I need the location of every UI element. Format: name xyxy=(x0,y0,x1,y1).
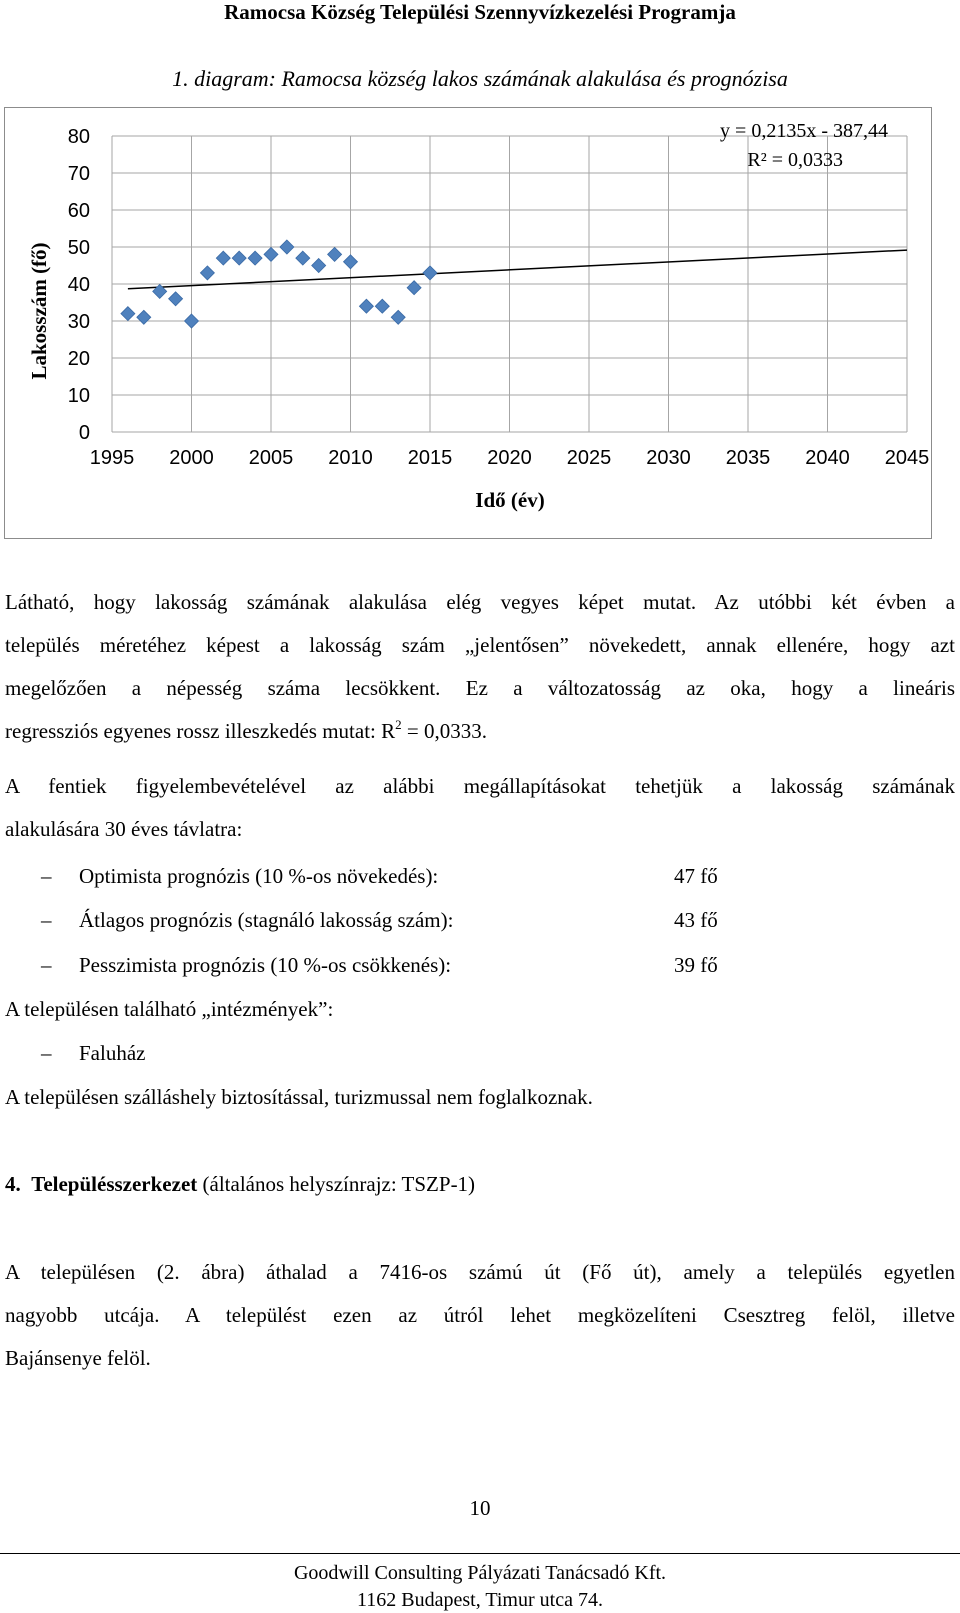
superscript: 2 xyxy=(395,717,402,732)
data-point xyxy=(185,314,199,328)
y-tick-label: 80 xyxy=(67,126,90,148)
y-tick-label: 50 xyxy=(67,237,90,259)
data-point xyxy=(169,292,183,306)
x-tick-label: 1995 xyxy=(89,447,135,469)
y-tick-label: 10 xyxy=(67,385,90,407)
data-point xyxy=(216,251,230,265)
data-point xyxy=(248,251,262,265)
section-title: Településszerkezet xyxy=(31,1172,198,1196)
forecast-optimistic-label: Optimista prognózis (10 %-os növekedés): xyxy=(79,864,439,888)
list-dash: – xyxy=(41,864,52,888)
page-header: Ramocsa Község Települési Szennyvízkezelési Programja xyxy=(224,0,736,24)
paragraph-line: nagyobb utcája. A települést ezen az útról lehet megközelíteni Csesztreg felöl, illetve xyxy=(5,1303,955,1327)
forecast-average-label: Átlagos prognózis (stagnáló lakosság szám): xyxy=(79,908,454,932)
forecast-optimistic-value: 47 fő xyxy=(674,864,718,888)
data-point xyxy=(407,281,421,295)
paragraph-line: Bajánsenye felöl. xyxy=(5,1346,151,1370)
y-tick-labels xyxy=(68,126,90,444)
x-axis-label: Idő (év) xyxy=(475,488,545,512)
paragraph-line: Látható, hogy lakosság számának alakulása elég vegyes képet mutat. Az utóbbi két évben a xyxy=(5,590,955,614)
r-value: = 0,0333. xyxy=(401,719,487,743)
paragraph-line: A fentiek figyelembevételével az alábbi megállapításokat tehetjük a lakosság számának xyxy=(5,774,955,798)
page-number: 10 xyxy=(469,1496,491,1520)
y-tick-label: 30 xyxy=(67,311,90,333)
data-point xyxy=(200,266,214,280)
population-chart xyxy=(0,0,960,560)
paragraph-line: alakulására 30 éves távlatra: xyxy=(5,817,243,841)
section-heading xyxy=(5,1172,475,1197)
x-tick-label: 2010 xyxy=(328,447,373,469)
x-tick-label: 2045 xyxy=(884,447,930,469)
data-point xyxy=(391,310,405,324)
data-point xyxy=(344,255,358,269)
y-tick-label: 40 xyxy=(67,274,90,296)
footer-company: Goodwill Consulting Pályázati Tanácsadó Kft. xyxy=(293,1562,667,1584)
paragraph-line: A településen (2. ábra) áthalad a 7416-os számú út (Fő út), amely a település egyetlen xyxy=(5,1260,955,1284)
data-point xyxy=(280,240,294,254)
data-point xyxy=(296,251,310,265)
paragraph-forecast-intro xyxy=(5,765,955,851)
x-tick-label: 2020 xyxy=(487,447,532,469)
x-tick-label: 2030 xyxy=(646,447,691,469)
x-tick-label: 2005 xyxy=(248,447,294,469)
forecast-pessimistic-label: Pesszimista prognózis (10 %-os csökkenés): xyxy=(79,953,452,977)
footer-address: 1162 Budapest, Timur utca 74. xyxy=(357,1589,603,1611)
section-number: 4. xyxy=(5,1172,21,1196)
forecast-pessimistic-value: 39 fő xyxy=(674,953,718,977)
x-tick-label: 2025 xyxy=(566,447,612,469)
trend-equation: y = 0,2135x - 387,44 xyxy=(720,120,888,142)
footer-divider xyxy=(0,1553,960,1554)
x-tick-label: 2015 xyxy=(407,447,453,469)
paragraph-line: település méretéhez képest a lakosság szám „jelentősen” növekedett, annak ellenére, hogy azt xyxy=(5,633,955,657)
x-tick-label: 2035 xyxy=(725,447,771,469)
data-point xyxy=(312,259,326,273)
institution-item: Faluház xyxy=(79,1041,146,1065)
section-subtitle: (általános helyszínrajz: TSZP-1) xyxy=(197,1172,476,1196)
data-point xyxy=(232,251,246,265)
y-tick-label: 60 xyxy=(67,200,90,222)
data-point xyxy=(264,247,278,261)
x-tick-labels xyxy=(90,447,930,469)
list-dash: – xyxy=(41,953,52,977)
paragraph-settlement-structure xyxy=(5,1251,955,1380)
data-point xyxy=(359,299,373,313)
data-point xyxy=(375,299,389,313)
r-squared-label: R² = 0,0333 xyxy=(747,149,843,171)
x-tick-label: 2040 xyxy=(805,447,850,469)
institutions-intro: A településen található „intézmények”: xyxy=(5,997,334,1021)
forecast-average-value: 43 fő xyxy=(674,908,718,932)
lodging-note: A településen szálláshely biztosítással, turizmussal nem foglalkoznak. xyxy=(5,1085,593,1109)
data-point xyxy=(121,307,135,321)
chart-caption: 1. diagram: Ramocsa község lakos számának alakulása és prognózisa xyxy=(172,66,788,91)
y-tick-label: 70 xyxy=(67,163,90,185)
r-text: regressziós egyenes rossz illeszkedés mutat: R xyxy=(5,719,396,743)
paragraph-trend-analysis xyxy=(5,581,955,753)
y-tick-label: 20 xyxy=(67,348,90,370)
y-tick-label: 0 xyxy=(78,422,90,444)
paragraph-line: megelőzően a népesség száma lecsökkent. Ez a változatosság az oka, hogy a lineáris xyxy=(5,676,955,700)
y-axis-label: Lakosszám (fő) xyxy=(27,242,51,380)
data-point xyxy=(137,310,151,324)
paragraph-line xyxy=(5,710,955,753)
data-point xyxy=(328,247,342,261)
list-dash: – xyxy=(41,1041,52,1065)
data-point xyxy=(423,266,437,280)
x-tick-label: 2000 xyxy=(169,447,214,469)
trend-line xyxy=(128,250,907,289)
list-dash: – xyxy=(41,908,52,932)
